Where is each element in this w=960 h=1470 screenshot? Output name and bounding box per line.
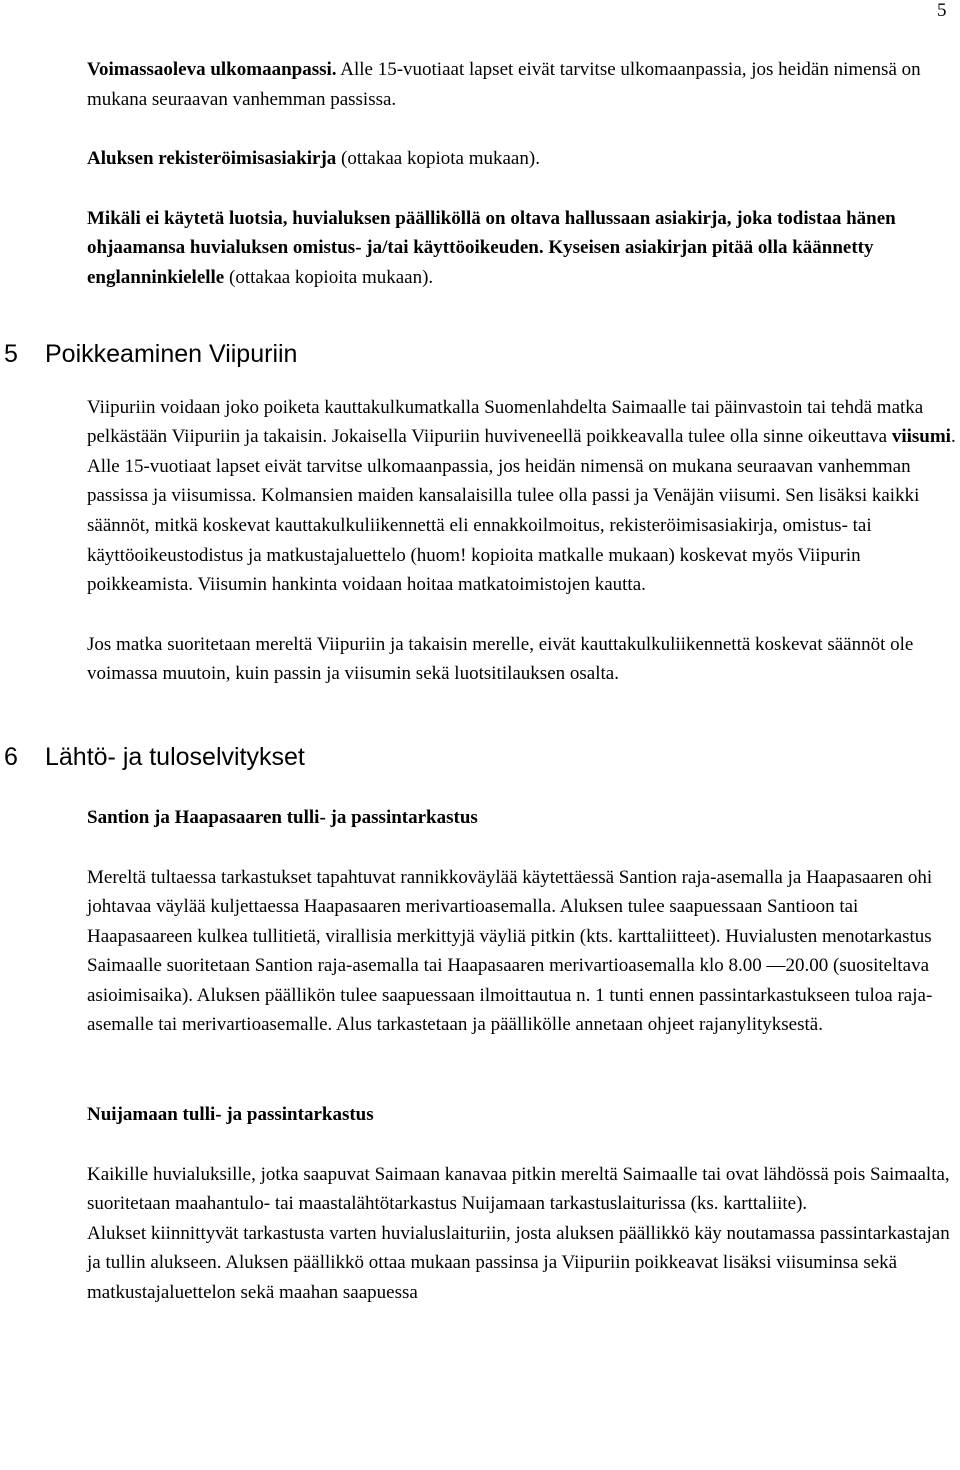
bold-text: Mikäli ei käytetä luotsia, huvialuksen päälliköllä on oltava hallussaan asiakirja, joka todistaa hänen ohjaamansa huvialuksen omistus- ja/tai käyttöoikeuden. Kyseisen asiakirjan pitää olla käännetty englanninkielelle [87,207,896,288]
section-heading-6 [4,742,876,772]
section-number: 6 [4,742,18,771]
subheading-santio: Santion ja Haapasaaren tulli- ja passintarkastus [87,806,478,828]
paragraph-nuijamaa-2: Alukset kiinnittyvät tarkastusta varten huvialuslaituriin, josta aluksen päällikkö käy noutamassa passintarkastajan ja tullin alukseen. Aluksen päällikkö ottaa mukaan passinsa ja Viipuriin poikkeavat lisäksi viisuminsa sekä matkustajaluettelon sekä maahan saapuessa [87,1222,950,1304]
subheading-nuijamaa: Nuijamaan tulli- ja passintarkastus [87,1104,374,1126]
body-text: (ottakaa kopioita mukaan). [224,266,434,288]
document-body [4,55,959,1308]
bold-text: Voimassaoleva ulkomaanpassi. [87,59,337,80]
body-text: Alle 15-vuotiaat lapset eivät tarvitse ulkomaanpassia, jos heidän nimensä on mukana seuraavan vanhemman passissa. [87,59,921,110]
paragraph-registration [87,144,959,174]
paragraph-sea-route: Jos matka suoritetaan mereltä Viipuriin ja takaisin merelle, eivät kauttakulkuliikennettä koskevat säännöt ole voimassa muutoin, kuin passin ja viisumin sekä luotsitilauksen osalta. [87,633,914,685]
section-title: Lähtö- ja tuloselvitykset [45,742,305,771]
bold-text: viisumi [891,426,951,448]
body-text: . Alle 15-vuotiaat lapset eivät tarvitse ulkomaanpassia, jos heidän nimensä on mukana seuraavan vanhemman passissa ja viisumissa. Kolmansien maiden kansalaisilla tulee olla passi ja Venäjän viisumi. Sen lisäksi kaikki säännöt, mitkä koskevat kauttakulkuliikennettä eli ennakkoilmoitus, rekisteröimisasiakirja, omistus- tai käyttöoikeustodistus ja matkustajaluettelo (huom! kopioita matkalle mukaan) koskevat myös Viipurin poikkeamista. Viisumin hankinta voidaan hoitaa matkatoimistojen kautta. [87,426,956,596]
paragraph-passport [87,55,959,114]
section-title: Poikkeaminen Viipuriin [45,339,298,368]
body-text: (ottakaa kopiota mukaan). [336,148,540,170]
paragraph-nuijamaa-1: Kaikille huvialuksille, jotka saapuvat Saimaan kanavaa pitkin mereltä Saimaalle tai ovat lähdössä pois Saimaalta, suoritetaan maahantulo- tai maastalähtötarkastus Nuijamaan tarkastuslaiturissa (ks. karttaliite). [87,1163,950,1215]
paragraph-ownership [87,204,959,293]
paragraph-viipuri-visit [87,393,959,600]
section-number: 5 [4,339,18,368]
page-number: 5 [937,0,947,21]
paragraph-santio: Mereltä tultaessa tarkastukset tapahtuvat rannikkoväylää käytettäessä Santion raja-asemalla ja Haapasaaren ohi johtavaa väylää kuljettaessa Haapasaaren merivartioasemalla. Aluksen tulee saapuessaan Santioon tai Haapasaareen kulkea tullitietä, virallisia merkittyjä väyliä pitkin (kts. karttaliitteet). Huvialusten menotarkastus Saimaalle suoritetaan Santion raja-asemalla tai Haapasaaren merivartioasemalla klo 8.00 —20.00 (suositeltava asioimisaika). Aluksen päällikön tulee saapuessaan ilmoittautua n. 1 tunti ennen passintarkastukseen tuloa raja-asemalle tai merivartioasemalle. Alus tarkastetaan ja päällikölle annetaan ohjeet rajanylityksestä. [87,866,933,1036]
bold-text: Aluksen rekisteröimisasiakirja [87,148,337,170]
body-text: Viipuriin voidaan joko poiketa kauttakulkumatkalla Suomenlahdelta Saimaalle tai päinvastoin tai tehdä matka pelkästään Viipuriin ja takaisin. Jokaisella Viipuriin huviveneellä poikkeavalla tulee olla sinne oikeuttava [87,396,924,448]
section-heading-5 [4,339,876,369]
